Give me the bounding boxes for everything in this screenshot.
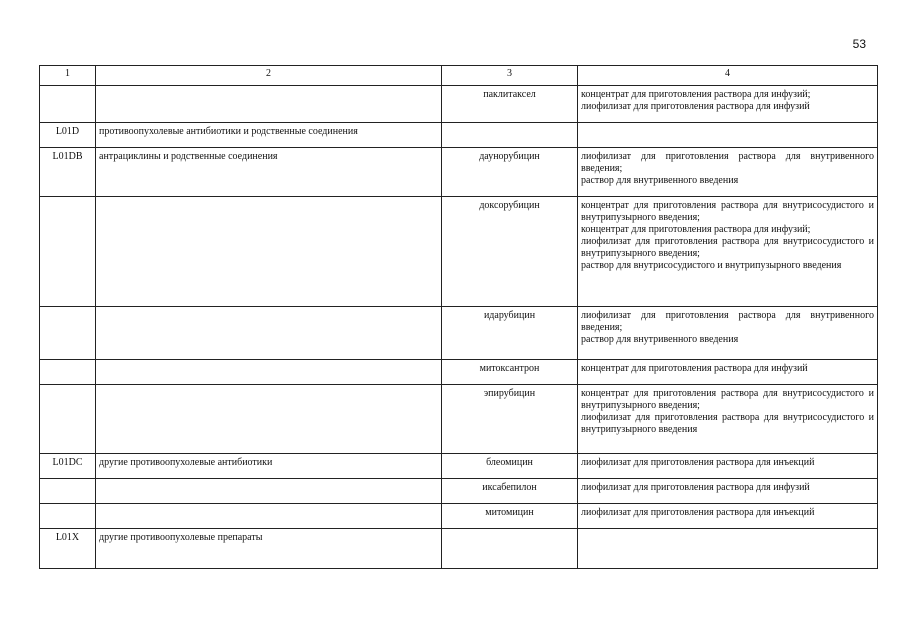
table-body (40, 86, 878, 569)
dosage-form-line: раствор для внутривенного введения (581, 334, 739, 345)
dosage-form-line: концентрат для приготовления раствора для внутрисосудистого и внутрипузырного введения; (581, 388, 874, 411)
header-col-2: 2 (96, 66, 442, 86)
drug-table (39, 65, 878, 569)
page-number: 53 (852, 37, 866, 51)
atc-code-cell (40, 479, 96, 504)
table-row (40, 197, 878, 307)
drug-name-cell: идарубицин (442, 307, 578, 360)
dosage-forms-cell (578, 360, 878, 385)
atc-code-cell (40, 86, 96, 123)
drug-name-cell: иксабепилон (442, 479, 578, 504)
table-row (40, 123, 878, 148)
atc-group-cell (96, 360, 442, 385)
dosage-forms-cell (578, 529, 878, 569)
table-row (40, 307, 878, 360)
dosage-form-line: концентрат для приготовления раствора для инфузий; (581, 224, 811, 235)
dosage-form-line: концентрат для приготовления раствора для инфузий (581, 363, 808, 374)
atc-group-cell (96, 197, 442, 307)
atc-code-cell (40, 197, 96, 307)
drug-name-cell: митомицин (442, 504, 578, 529)
dosage-form-line: лиофилизат для приготовления раствора для внутривенного введения; (581, 310, 874, 333)
dosage-forms-cell (578, 86, 878, 123)
atc-group-cell (96, 86, 442, 123)
dosage-form-line: раствор для внутрисосудистого и внутрипузырного введения (581, 260, 842, 271)
dosage-forms-cell (578, 454, 878, 479)
table-row (40, 454, 878, 479)
dosage-forms-cell (578, 197, 878, 307)
dosage-forms-cell (578, 307, 878, 360)
dosage-forms-cell (578, 148, 878, 197)
atc-code-cell: L01DC (40, 454, 96, 479)
header-row (40, 66, 878, 86)
drug-name-cell: митоксантрон (442, 360, 578, 385)
atc-group-cell: другие противоопухолевые препараты (96, 529, 442, 569)
table-row (40, 385, 878, 454)
atc-code-cell (40, 504, 96, 529)
dosage-forms-cell (578, 123, 878, 148)
table-row (40, 504, 878, 529)
atc-group-cell (96, 385, 442, 454)
table-row (40, 360, 878, 385)
dosage-forms-cell (578, 479, 878, 504)
atc-group-cell (96, 307, 442, 360)
table-row (40, 479, 878, 504)
header-col-4: 4 (578, 66, 878, 86)
dosage-form-line: концентрат для приготовления раствора для внутрисосудистого и внутрипузырного введения; (581, 200, 874, 223)
dosage-form-line: лиофилизат для приготовления раствора для инфузий (581, 101, 810, 112)
dosage-form-line: концентрат для приготовления раствора для инфузий; (581, 89, 811, 100)
atc-code-cell: L01X (40, 529, 96, 569)
dosage-form-line: раствор для внутривенного введения (581, 175, 739, 186)
dosage-forms-cell (578, 385, 878, 454)
table-row (40, 86, 878, 123)
table-row (40, 148, 878, 197)
drug-name-cell: эпирубицин (442, 385, 578, 454)
drug-name-cell: паклитаксел (442, 86, 578, 123)
header-col-1: 1 (40, 66, 96, 86)
drug-name-cell (442, 529, 578, 569)
table-row (40, 529, 878, 569)
dosage-form-line: лиофилизат для приготовления раствора для инъекций (581, 457, 815, 468)
dosage-form-line: лиофилизат для приготовления раствора для внутрисосудистого и внутрипузырного введения; (581, 236, 874, 259)
atc-code-cell (40, 307, 96, 360)
dosage-form-line: лиофилизат для приготовления раствора для инфузий (581, 482, 810, 493)
atc-code-cell (40, 360, 96, 385)
atc-group-cell (96, 504, 442, 529)
dosage-form-line: лиофилизат для приготовления раствора для инъекций (581, 507, 815, 518)
drug-name-cell: даунорубицин (442, 148, 578, 197)
header-col-3: 3 (442, 66, 578, 86)
atc-group-cell: другие противоопухолевые антибиотики (96, 454, 442, 479)
atc-group-cell (96, 479, 442, 504)
drug-name-cell (442, 123, 578, 148)
dosage-forms-cell (578, 504, 878, 529)
atc-code-cell (40, 385, 96, 454)
atc-code-cell: L01DB (40, 148, 96, 197)
atc-group-cell: антрациклины и родственные соединения (96, 148, 442, 197)
dosage-form-line: лиофилизат для приготовления раствора для внутрисосудистого и внутрипузырного введения (581, 412, 874, 435)
drug-name-cell: блеомицин (442, 454, 578, 479)
atc-group-cell: противоопухолевые антибиотики и родственные соединения (96, 123, 442, 148)
dosage-form-line: лиофилизат для приготовления раствора для внутривенного введения; (581, 151, 874, 174)
drug-name-cell: доксорубицин (442, 197, 578, 307)
atc-code-cell: L01D (40, 123, 96, 148)
